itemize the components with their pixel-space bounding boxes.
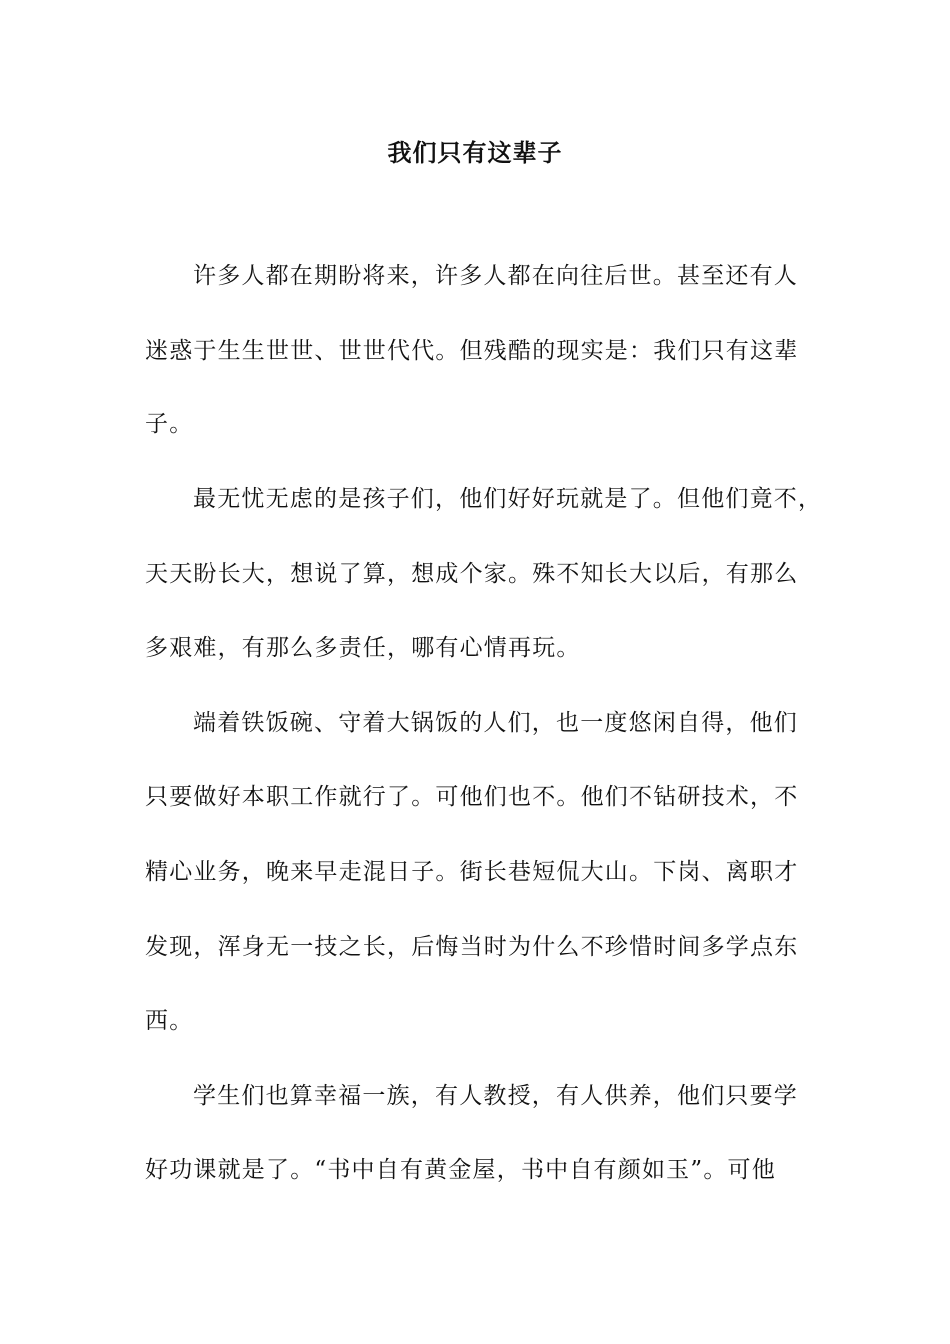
paragraph-1-line-2: 迷惑于生生世世、世世代代。但残酷的现实是：我们只有这辈 (145, 338, 799, 364)
paragraph-2-line-1: 最无忧无虑的是孩子们，他们好好玩就是了。但他们竟不， (193, 486, 823, 512)
paragraph-4-line-1: 学生们也算幸福一族，有人教授，有人供养，他们只要学 (193, 1083, 798, 1109)
paragraph-1-line-1: 许多人都在期盼将来，许多人都在向往后世。甚至还有人 (193, 263, 798, 289)
paragraph-3-line-3: 精心业务，晚来早走混日子。街长巷短侃大山。下岗、离职才 (145, 859, 799, 885)
paragraph-4-line-2: 好功课就是了。“书中自有黄金屋，书中自有颜如玉”。可他 (145, 1157, 776, 1183)
paragraph-2-line-2: 天天盼长大，想说了算，想成个家。殊不知长大以后，有那么 (145, 561, 799, 587)
paragraph-3-line-4: 发现，浑身无一技之长，后悔当时为什么不珍惜时间多学点东 (145, 934, 799, 960)
paragraph-3-line-1: 端着铁饭碗、守着大锅饭的人们，也一度悠闲自得，他们 (193, 710, 798, 736)
paragraph-2-line-3: 多艰难，有那么多责任，哪有心情再玩。 (145, 635, 581, 661)
paragraph-3-line-2: 只要做好本职工作就行了。可他们也不。他们不钻研技术，不 (145, 784, 799, 810)
paragraph-3-line-5: 西。 (145, 1008, 194, 1034)
document-title: 我们只有这辈子 (387, 138, 563, 167)
paragraph-1-line-3: 子。 (145, 411, 194, 437)
